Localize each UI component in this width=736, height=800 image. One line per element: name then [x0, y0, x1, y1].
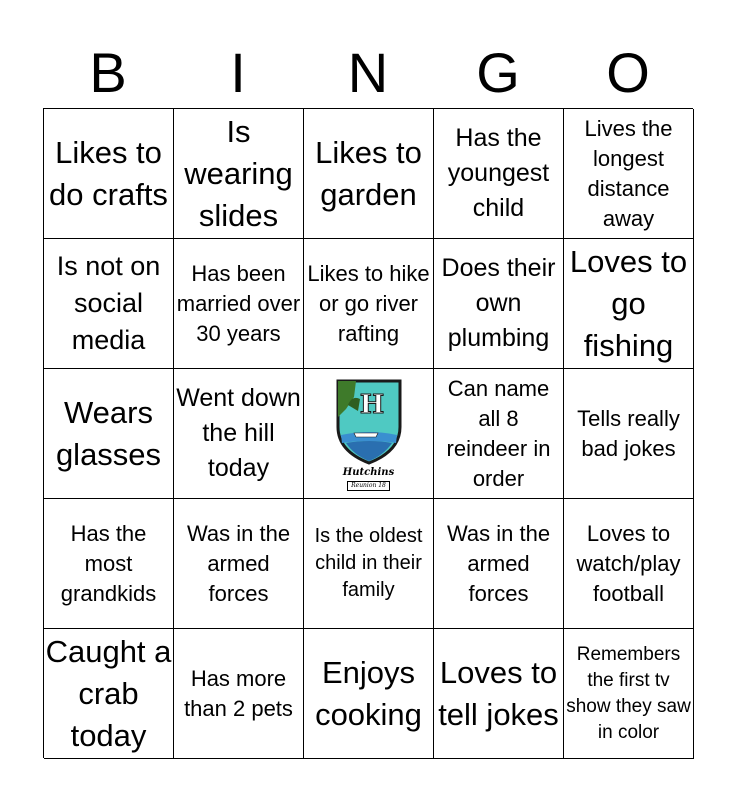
cell-text: Loves to go fishing — [569, 243, 688, 363]
cell-text: Was in the armed forces — [186, 520, 291, 606]
bingo-card — [43, 108, 693, 758]
bingo-cell[interactable] — [564, 369, 694, 499]
cell-text: Loves to watch/play football — [576, 520, 681, 606]
bingo-cell[interactable] — [174, 109, 304, 239]
bingo-cell[interactable] — [304, 629, 434, 759]
bingo-cell[interactable] — [174, 369, 304, 499]
logo-stamp: Reunion 18 — [347, 481, 390, 491]
cell-text: Does their own plumbing — [441, 254, 556, 352]
bingo-cell[interactable] — [44, 109, 174, 239]
logo-caption: Hutchins — [342, 466, 395, 478]
bingo-cell[interactable] — [304, 109, 434, 239]
bingo-cell[interactable] — [434, 629, 564, 759]
cell-text: Is not on social media — [56, 251, 161, 355]
cell-text: Likes to garden — [315, 134, 422, 212]
bingo-cell[interactable] — [564, 109, 694, 239]
cell-text: Has the youngest child — [447, 124, 550, 222]
bingo-cell[interactable] — [44, 499, 174, 629]
bingo-cell[interactable] — [44, 629, 174, 759]
cell-text: Tells really bad jokes — [577, 405, 680, 461]
cell-text: Has the most grandkids — [60, 520, 157, 606]
bingo-cell[interactable] — [174, 239, 304, 369]
cell-text: Loves to tell jokes — [438, 654, 559, 732]
logo-letter: H — [359, 389, 384, 420]
cell-text: Enjoys cooking — [315, 654, 422, 732]
cell-text: Is the oldest child in their family — [314, 525, 423, 601]
header-letter-o: O — [606, 41, 650, 104]
bingo-cell[interactable] — [304, 239, 434, 369]
cell-text: Went down the hill today — [176, 384, 301, 482]
bingo-cell[interactable] — [434, 369, 564, 499]
cell-text: Wears glasses — [55, 394, 162, 472]
cell-text: Likes to hike or go river rafting — [307, 260, 430, 346]
cell-text: Likes to do crafts — [49, 134, 168, 212]
cell-text: Can name all 8 reindeer in order — [446, 375, 551, 491]
cell-text: Has more than 2 pets — [184, 665, 293, 721]
bingo-cell[interactable] — [564, 499, 694, 629]
cell-text: Lives the longest distance away — [584, 115, 673, 231]
bingo-header — [43, 38, 693, 108]
cell-text: Has been married over 30 years — [176, 260, 301, 346]
bingo-cell[interactable] — [44, 369, 174, 499]
bingo-cell[interactable] — [174, 629, 304, 759]
bingo-cell[interactable] — [174, 499, 304, 629]
header-letter-b: B — [89, 41, 127, 104]
bingo-cell[interactable] — [434, 109, 564, 239]
cell-text: Was in the armed forces — [446, 520, 551, 606]
free-space-cell[interactable] — [304, 369, 434, 499]
bingo-cell[interactable] — [564, 239, 694, 369]
bingo-cell[interactable] — [434, 499, 564, 629]
header-letter-i: I — [230, 41, 246, 104]
bingo-cell[interactable] — [304, 499, 434, 629]
cell-text: Caught a crab today — [45, 633, 172, 753]
cell-text: Is wearing slides — [184, 113, 293, 233]
cell-text: Remembers the first tv show they saw in color — [566, 643, 691, 743]
header-letter-g: G — [476, 41, 520, 104]
hutchins-shield-logo — [334, 377, 404, 465]
header-letter-n: N — [347, 41, 389, 104]
bingo-cell[interactable] — [44, 239, 174, 369]
bingo-cell[interactable] — [434, 239, 564, 369]
bingo-cell[interactable] — [564, 629, 694, 759]
